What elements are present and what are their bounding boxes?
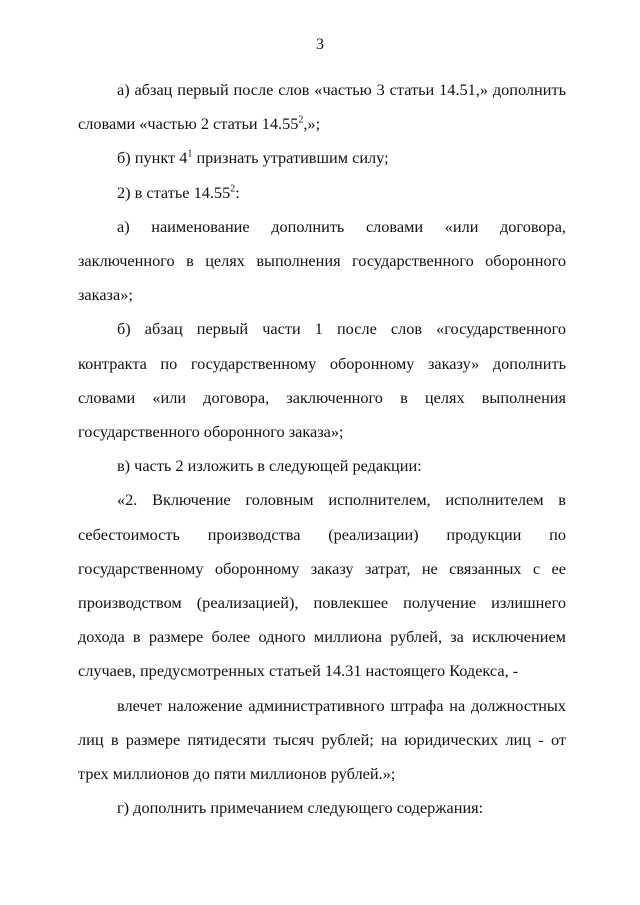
paragraph-part-1-amend: б) абзац первый части 1 после слов «государственного контракта по государственному оборонному заказу» дополнить словами «или договора, заключенного в целях выполнения государственного оборонного заказа»; <box>78 319 566 442</box>
paragraph-part-2-intro: в) часть 2 изложить в следующей редакции: <box>117 456 422 476</box>
paragraph-penalty: влечет наложение административного штрафа на должностных лиц в размере пятидесяти тысяч рублей; на юридических лиц - от трех миллионов до пяти миллионов рублей.»; <box>78 695 566 784</box>
paragraph-amend-a: а) абзац первый после слов «частью 3 статьи 14.51,» дополнить словами «частью 2 статьи 14.55$^2$,»; <box>78 80 566 134</box>
superscript: 2 <box>298 114 304 126</box>
paragraph-article-2: 2) в статье 14.55$^2$: <box>117 182 240 202</box>
paragraph-amend-b: б) пункт $4^1$ признать утратившим силу; <box>117 148 389 168</box>
paragraph-note-intro: г) дополнить примечанием следующего содержания: <box>117 798 484 818</box>
superscript: 1 <box>187 148 193 160</box>
superscript: 2 <box>230 183 236 195</box>
paragraph-part-2-text: «2. Включение головным исполнителем, исполнителем в себестоимость производства (реализации) продукции по государственному оборонному заказу затрат, не связанных с ее производством (реализацией), повлекшее получение излишнего дохода в размере более одного миллиона рублей, за исключением случаев, предусмотренных статьей 14.31 настоящего Кодекса, - <box>78 490 566 681</box>
page-number: 3 <box>316 36 324 53</box>
document-body <box>78 73 566 825</box>
paragraph-title-amend: а) наименование дополнить словами «или договора, заключенного в целях выполнения государственного оборонного заказа»; <box>78 216 566 305</box>
